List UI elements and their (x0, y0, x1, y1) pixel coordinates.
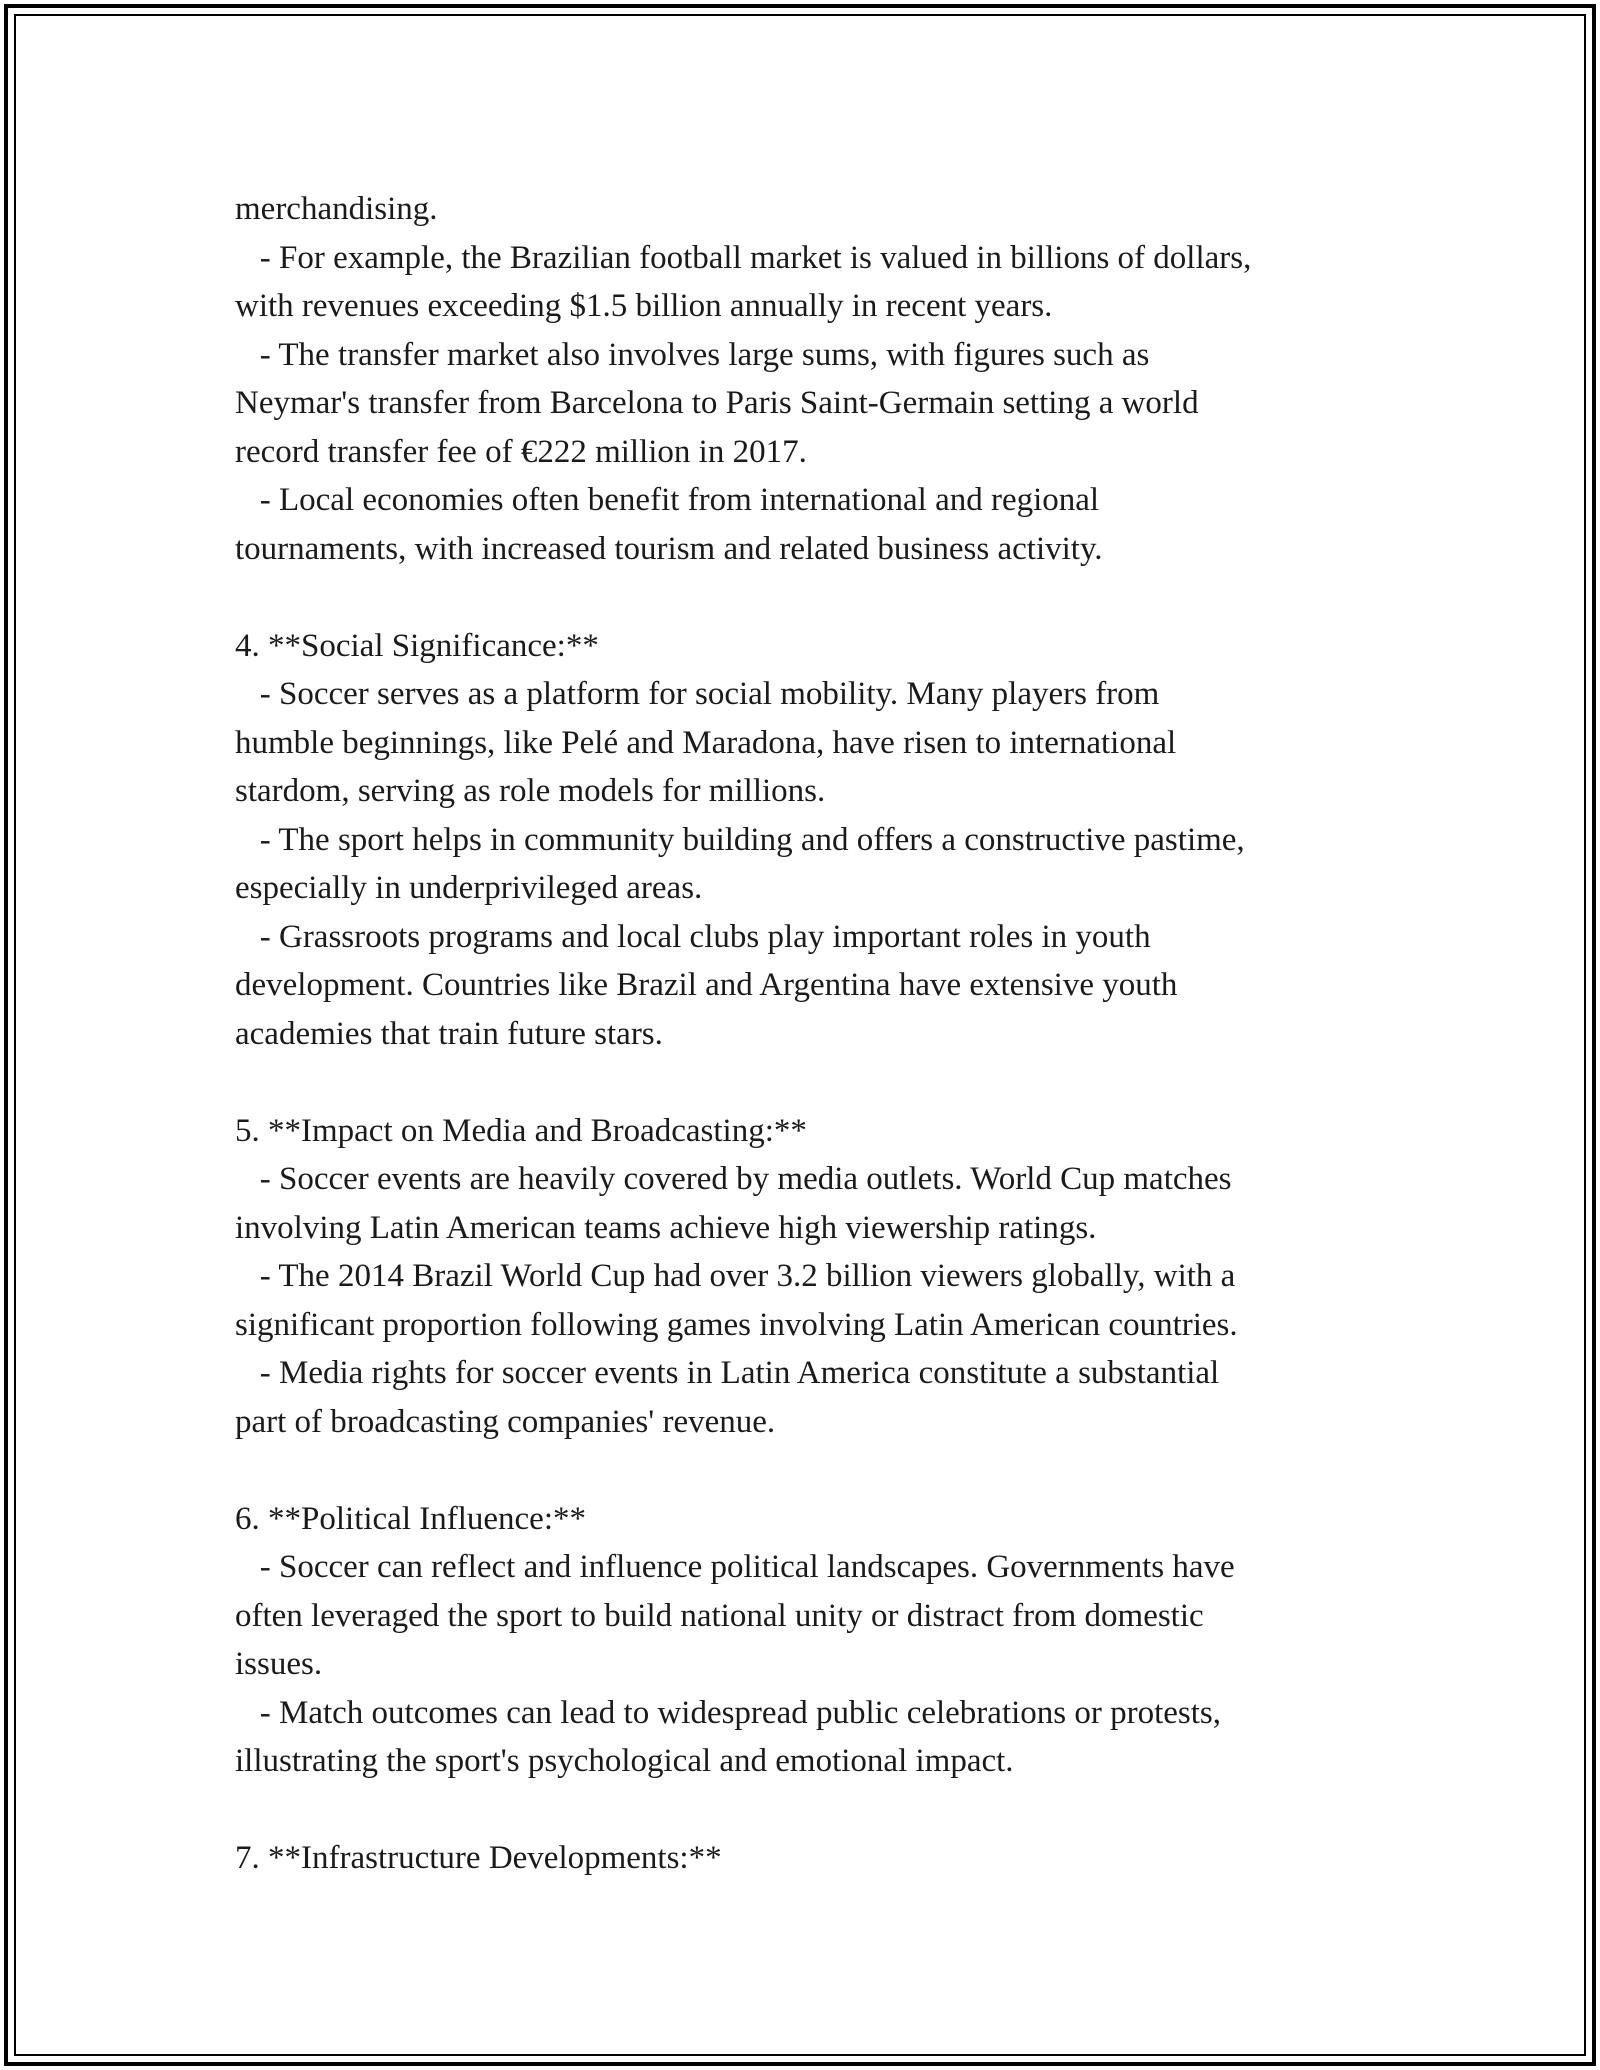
text-line: issues. (235, 1646, 323, 1682)
blank-line (235, 1786, 1415, 1835)
text-line: - Local economies often benefit from international and regional (235, 482, 1100, 518)
text-line: stardom, serving as role models for millions. (235, 773, 826, 809)
text-line: tournaments, with increased tourism and related business activity. (235, 530, 1103, 567)
section-heading: 5. **Impact on Media and Broadcasting:** (235, 1112, 807, 1149)
text-line: merchandising. (235, 191, 438, 227)
text-line: - The sport helps in community building and offers a constructive pastime, (235, 821, 1245, 858)
text-line: significant proportion following games involving Latin American countries. (235, 1306, 1238, 1343)
text-line: illustrating the sport's psychological and emotional impact. (235, 1743, 1014, 1779)
text-line: - The transfer market also involves large sums, with figures such as (235, 336, 1150, 373)
text-line: - Soccer events are heavily covered by media outlets. World Cup matches (235, 1161, 1232, 1197)
text-line: development. Countries like Brazil and Argentina have extensive youth (235, 967, 1178, 1003)
text-line: involving Latin American teams achieve high viewership ratings. (235, 1209, 1097, 1246)
blank-line (235, 1446, 1415, 1495)
text-line: often leveraged the sport to build national unity or distract from domestic (235, 1597, 1204, 1634)
text-line: - Grassroots programs and local clubs play important roles in youth (235, 918, 1151, 955)
text-line: part of broadcasting companies' revenue. (235, 1403, 776, 1440)
text-line: - Match outcomes can lead to widespread public celebrations or protests, (235, 1694, 1222, 1731)
blank-line (235, 573, 1415, 622)
text-line: - For example, the Brazilian football market is valued in billions of dollars, (235, 239, 1252, 276)
text-line: - Media rights for soccer events in Latin America constitute a substantial (235, 1355, 1220, 1391)
text-line: humble beginnings, like Pelé and Maradona, have risen to international (235, 724, 1177, 761)
text-line: especially in underprivileged areas. (235, 870, 703, 906)
text-line: - Soccer can reflect and influence political landscapes. Governments have (235, 1549, 1235, 1585)
text-line: with revenues exceeding $1.5 billion annually in recent years. (235, 288, 1053, 324)
section-heading: 7. **Infrastructure Developments:** (235, 1840, 722, 1876)
section-heading: 6. **Political Influence:** (235, 1500, 586, 1537)
text-line: record transfer fee of €222 million in 2017. (235, 433, 807, 470)
blank-line (235, 1058, 1415, 1107)
text-line: Neymar's transfer from Barcelona to Paris Saint-Germain setting a world (235, 385, 1199, 421)
text-line: - Soccer serves as a platform for social mobility. Many players from (235, 676, 1160, 712)
text-line: - The 2014 Brazil World Cup had over 3.2 billion viewers globally, with a (235, 1258, 1236, 1294)
section-heading: 4. **Social Significance:** (235, 627, 599, 664)
document-body (235, 185, 1415, 1883)
text-line: academies that train future stars. (235, 1015, 663, 1052)
